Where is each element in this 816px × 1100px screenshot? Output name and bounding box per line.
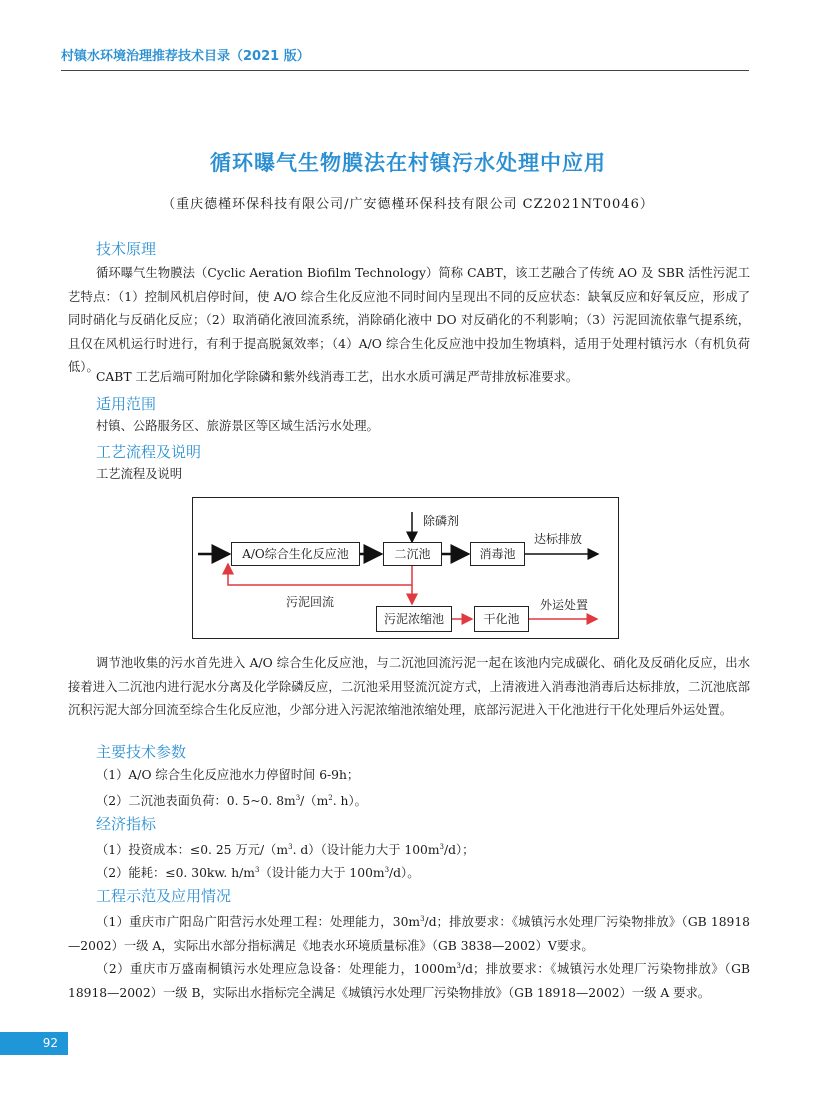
economics-item-2: （2）能耗：≤0. 30kw. $h/m^3$（设计能力大于 $100m^3/d$）。 bbox=[96, 866, 420, 881]
param-item-1: （1）A/O 综合生化反应池水力停留时间 6-9h； bbox=[96, 768, 360, 782]
drying-tank-box: 干化池 bbox=[474, 606, 529, 632]
case-item-2: （2）重庆市万盛南桐镇污水处理应急设备：处理能力，$1000m^3/d$；排放要求：《城镇污水处理厂污染物排放》（GB 18918—2002）一级 B，实际出水指标完全满足《城镇污水处理厂污染物排放》（GB 18918—2002）一级 A 要求。 bbox=[68, 962, 751, 1000]
section-heading-process: 工艺流程及说明 bbox=[96, 443, 202, 461]
article-title: 循环曝气生物膜法在村镇污水处理中应用 bbox=[210, 151, 606, 175]
page-number: 92 bbox=[0, 1032, 68, 1055]
principle-paragraph: 循环曝气生物膜法（Cyclic Aeration Biofilm Technology）简称 CABT，该工艺融合了传统 AO 及 SBR 活性污泥工艺特点：（1）控制风机启停时间，使 A/O 综合生化反应池不同时间内呈现出不同的反应状态：缺氧反应和好氧反应，形成了同时硝化与反硝化反应；（2）取消硝化液回流系统，消除硝化液中 DO 对反硝化的不利影响；（3）污泥回流依靠气提系统，且仅在风机运行时进行，有利于提高脱氮效率；（4）A/O 综合生化反应池中投加生物填料，适用于处理村镇污水（有机负荷低）。 bbox=[68, 266, 750, 374]
process-subtitle: 工艺流程及说明 bbox=[96, 467, 183, 481]
process-flow-diagram bbox=[192, 497, 619, 639]
outside-disposal-label: 外运处置 bbox=[540, 598, 589, 612]
section-heading-economics: 经济指标 bbox=[96, 815, 157, 833]
process-description: 调节池收集的污水首先进入 A/O 综合生化反应池，与二沉池回流污泥一起在该池内完成碳化、硝化及反硝化反应，出水接着进入二沉池内进行泥水分离及化学除磷反应，二沉池采用竖流沉淀方式，上清液进入消毒池消毒后达标排放，二沉池底部沉积污泥大部分回流至综合生化反应池，少部分进入污泥浓缩池浓缩处理，底部污泥进入干化池进行干化处理后外运处置。 bbox=[68, 656, 750, 717]
section-heading-principle: 技术原理 bbox=[96, 240, 157, 258]
section-heading-scope: 适用范围 bbox=[96, 395, 157, 413]
phosphorus-agent-label: 除磷剂 bbox=[423, 514, 460, 528]
case-item-1: （1）重庆市广阳岛广阳营污水处理工程：处理能力，$30m^3/d$；排放要求：《城镇污水处理厂污染物排放》（GB 18918—2002）一级 A，实际出水部分指标满足《地表水环境质量标准》（GB 3838—2002）Ⅴ要求。 bbox=[68, 915, 750, 953]
sludge-thickener-box: 污泥浓缩池 bbox=[376, 606, 452, 632]
section-heading-cases: 工程示范及应用情况 bbox=[96, 887, 232, 905]
disinfection-tank-box: 消毒池 bbox=[470, 542, 525, 566]
param-item-2: （2）二沉池表面负荷：0. 5~0. $8m^3/(m^2$. h）。 bbox=[96, 794, 367, 809]
scope-text: 村镇、公路服务区、旅游景区等区域生活污水处理。 bbox=[96, 419, 379, 433]
article-authors: （重庆德槿环保科技有限公司/广安德槿环保科技有限公司 CZ2021NT0046） bbox=[162, 197, 654, 212]
section-heading-params: 主要技术参数 bbox=[96, 743, 187, 761]
secondary-clarifier-box: 二沉池 bbox=[383, 542, 442, 566]
principle-paragraph-2: CABT 工艺后端可附加化学除磷和紫外线消毒工艺，出水水质可满足严苛排放标准要求。 bbox=[96, 370, 579, 384]
header-divider bbox=[61, 70, 749, 71]
running-header: 村镇水环境治理推荐技术目录（2021 版） bbox=[61, 49, 310, 64]
ao-tank-box: A/O综合生化反应池 bbox=[231, 542, 360, 566]
sludge-return-arrow bbox=[228, 564, 412, 585]
economics-item-1: （1）投资成本：≤0. 25 万元$/(m^3$. d）（设计能力大于 $100m^3/d$）； bbox=[96, 843, 475, 858]
sludge-return-label: 污泥回流 bbox=[286, 595, 335, 609]
discharge-label: 达标排放 bbox=[534, 532, 583, 546]
